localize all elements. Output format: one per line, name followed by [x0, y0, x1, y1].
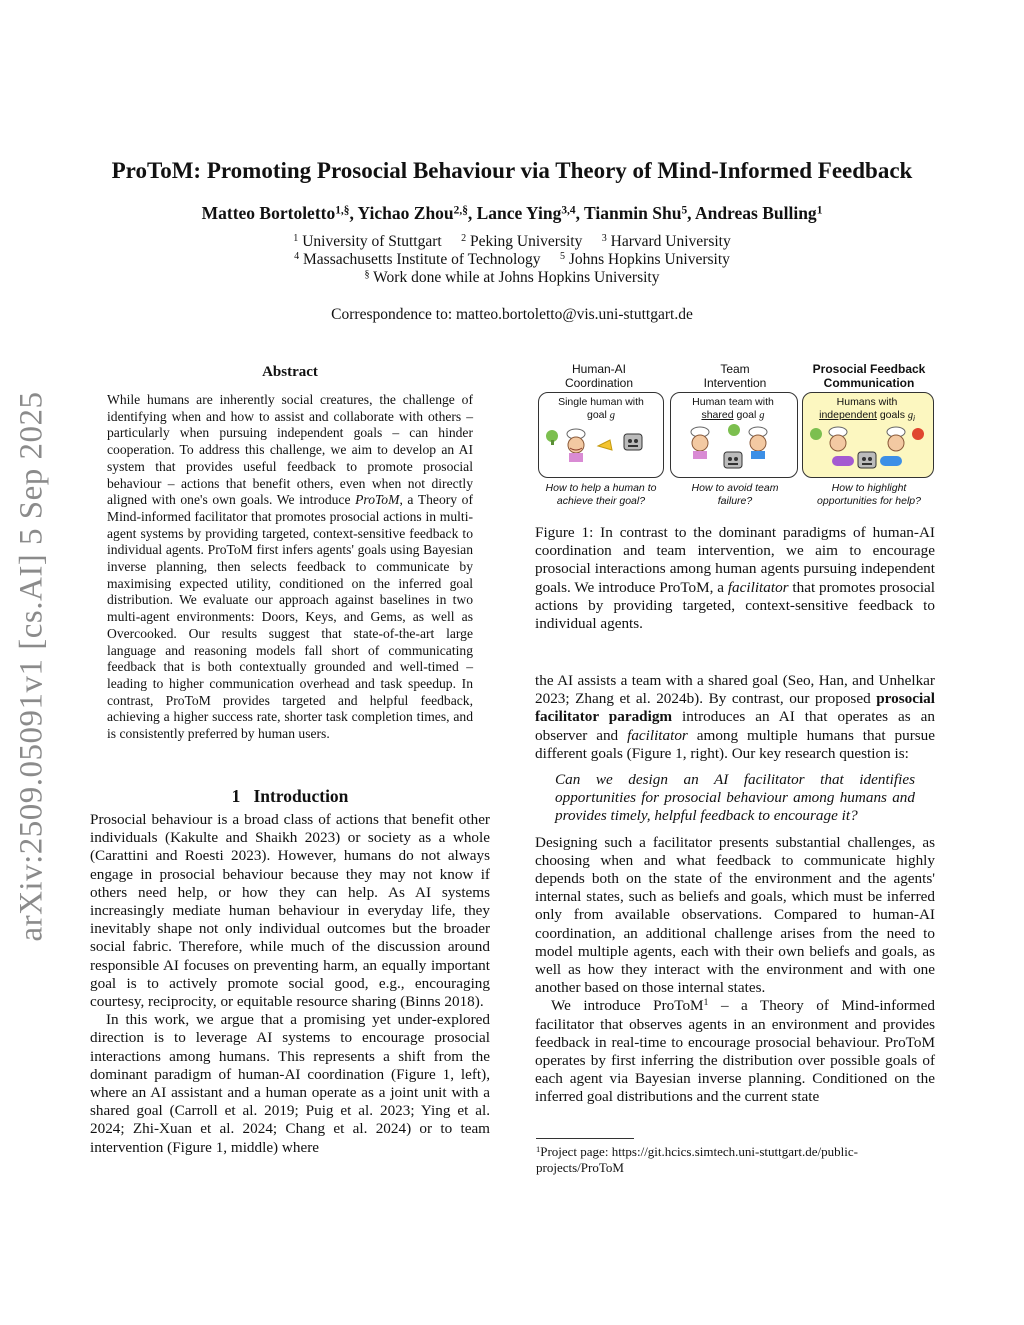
- right-column-text: [535, 672, 935, 1107]
- footnote: $^1$Project page: https://git.hcics.simtech.uni-stuttgart.de/public-projects/ProToM: [536, 1143, 858, 1175]
- panel-goal-label: Single human with goal g: [558, 396, 644, 421]
- panel-question: How to highlight opportunities for help?: [817, 482, 921, 507]
- paragraph: the AI assists a team with a shared goal (Seo, Han, and Unhelkar 2023; Zhang et al. 2024b). By contrast, our proposed prosocial facilitator paradigm introduces an AI that operates as an observer and facilitator among multiple humans that pursue different goals (Figure 1, right). Our key research question is:: [535, 672, 935, 762]
- author: Matteo Bortoletto: [201, 203, 336, 223]
- panel-heading: Prosocial Feedback Communication: [812, 362, 926, 390]
- paragraph: We introduce ProToM$^1$ – a Theory of Mind-informed facilitator that observes agents in an environment and provides feedback in real-time to encourage prosocial behaviour. ProToM operates by first inferring the distribution over possible goals of each agent via Bayesian inverse planning. Conditioned on the inferred goal distributions and the current state: [535, 997, 935, 1106]
- footnote-rule: [536, 1138, 634, 1139]
- speech-bubble-icon: [832, 456, 854, 466]
- correspondence: Correspondence to: matteo.bortoletto@vis.uni-stuttgart.de: [331, 306, 693, 323]
- prosocial-illustration: [802, 424, 932, 476]
- panel-goal-label: Humans with independent goals $g_i$: [819, 396, 915, 424]
- affiliation-line: $^1$ University of Stuttgart $^2$ Peking University $^3$ Harvard University: [293, 232, 731, 250]
- broccoli-icon: [728, 424, 740, 436]
- section-heading-introduction: 1 Introduction: [231, 786, 349, 806]
- panel-heading: Team Intervention: [703, 362, 767, 390]
- author: Tianmin Shu: [584, 203, 682, 223]
- coordination-illustration: [538, 424, 662, 474]
- arxiv-stamp: arXiv:2509.05091v1 [cs.AI] 5 Sep 2025: [13, 391, 50, 942]
- figure-caption: Figure 1: In contrast to the dominant paradigms of human-AI coordination and team intervention, we aim to encourage prosocial interactions among human agents pursuing independent goals. We introduce ProToM, a facilitator that promotes prosocial actions by providing targeted, context-sensitive feedback to individual agents.: [535, 524, 935, 633]
- robot-icon: [724, 452, 742, 468]
- intervention-illustration: [670, 424, 796, 476]
- cheese-icon: [598, 440, 612, 450]
- affiliation-line: § Work done while at Johns Hopkins University: [364, 268, 660, 286]
- robot-icon: [858, 452, 876, 468]
- tomato-icon: [912, 428, 924, 440]
- speech-bubble-icon: [880, 456, 902, 466]
- chef-icon: [887, 427, 905, 451]
- panel-heading: Human-AI Coordination: [564, 362, 634, 390]
- paragraph: Designing such a facilitator presents substantial challenges, as choosing when and what feedback to communicate highly depends both on the state of the environment and the agents' internal states, such as beliefs and goals, which must be inferred only from available observations. Compared to human-AI coordination, an additional challenge arises from the need to model multiple agents, each with their own beliefs and goals, as well as how they interact with the environment and with one another based on those internal states.: [535, 833, 935, 997]
- figure-1: [530, 356, 940, 516]
- broccoli-icon: [546, 430, 558, 445]
- panel-goal-label: Human team with shared goal g: [692, 396, 774, 421]
- robot-icon: [624, 434, 642, 450]
- paragraph: Prosocial behaviour is a broad class of actions that benefit other individuals (Kakulte and Shaikh 2023) or society as a whole (Carattini and Roesti 2023). However, humans do not always engage in prosocial behaviour because they may not know if others need help, or how they can help. As AI systems increasingly mediate human behaviour in everyday life, they inevitably shape not only individual outcomes but the broader social fabric. Therefore, while much of the discussion around responsible AI focuses on preventing harm, an equally important goal is to actively promote social good, e.g., encouraging courtesy, reciprocity, or equitable resource sharing (Binns 2018).: [90, 811, 490, 1011]
- research-question: Can we design an AI facilitator that identifies opportunities for prosocial behaviour among humans and provides timely, helpful feedback to encourage it?: [555, 771, 915, 825]
- chef-icon: [749, 427, 767, 459]
- broccoli-icon: [810, 428, 822, 440]
- intro-text: [90, 811, 490, 1157]
- panel-question: How to avoid team failure?: [691, 482, 779, 507]
- abstract-heading: Abstract: [262, 364, 318, 380]
- author: Lance Ying: [476, 203, 562, 223]
- abstract-text: While humans are inherently social creatures, the challenge of identifying when and how to assist and collaborate with others – particularly when pursuing independent goals – can hinder cooperation. To address this challenge, we aim to develop an AI system that provides useful feedback to promote prosocial behaviour – actions that benefit others, even when not directly aligned with one's own goals. We introduce ProToM, a Theory of Mind-informed facilitator that promotes prosocial actions in multi-agent systems by providing targeted, context-sensitive feedback to individual agents. ProToM first infers agents' goals using Bayesian inverse planning, then selects feedback to communicate by maximising expected utility, conditioned on the inferred goal distribution. We evaluate our approach against baselines in two multi-agent environments: Doors, Keys, and Gems, as well as Overcooked. Our results suggest that state-of-the-art large language and reasoning models fall short of communicating feedback that is both contextually grounded and well-timed – leading to higher communication overhead and task speedup. In contrast, ProToM provides targeted and helpful feedback, achieving a higher success rate, shorter task completion times, and is consistently preferred by human users.: [107, 392, 473, 742]
- chef-icon: [567, 429, 585, 462]
- author: Andreas Bulling: [694, 203, 817, 223]
- chef-icon: [691, 427, 709, 459]
- panel-question: How to help a human to achieve their goal?: [545, 482, 657, 507]
- paper-title: ProToM: Promoting Prosocial Behaviour via Theory of Mind-Informed Feedback: [111, 158, 913, 183]
- author-list: Matteo Bortoletto$^{1,\S}$, Yichao Zhou$^{2,\S}$, Lance Ying$^{3,4}$, Tianmin Shu$^5$, Andreas Bulling$^1$: [201, 203, 823, 223]
- author: Yichao Zhou: [357, 203, 454, 223]
- affiliation-line: $^4$ Massachusetts Institute of Technology $^5$ Johns Hopkins University: [294, 250, 730, 268]
- paragraph: In this work, we argue that a promising yet under-explored direction is to leverage AI systems to encourage prosocial interactions among humans. This represents a shift from the dominant paradigm of human-AI coordination (Figure 1, left), where an AI assistant and a human operate as a joint unit with a shared goal (Carroll et al. 2019; Puig et al. 2023; Ying et al. 2024; Zhi-Xuan et al. 2024; Chang et al. 2024) or to team intervention (Figure 1, middle) where: [90, 1011, 490, 1156]
- chef-icon: [829, 427, 847, 451]
